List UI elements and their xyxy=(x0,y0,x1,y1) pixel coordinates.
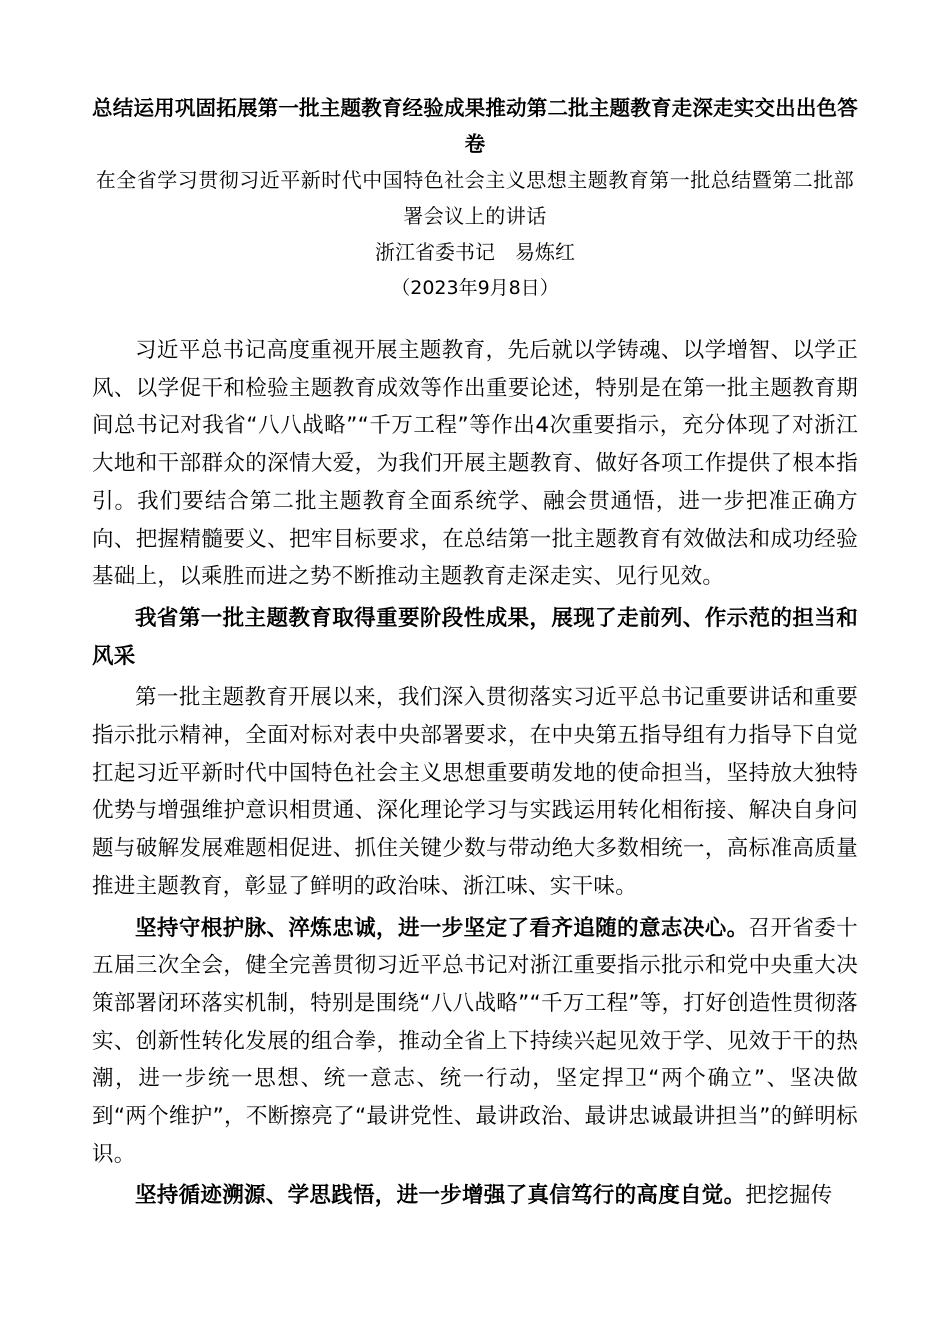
paragraph-point-2 xyxy=(92,1177,858,1215)
paragraph-intro: 习近平总书记高度重视开展主题教育，先后就以学铸魂、以学增智、以学正风、以学促干和检验主题教育成效等作出重要论述，特别是在第一批主题教育期间总书记对我省“八八战略”“千万工程”等作出4次重要指示，充分体现了对浙江大地和干部群众的深情大爱，为我们开展主题教育、做好各项工作提供了根本指引。我们要结合第二批主题教育全面系统学、融会贯通悟，进一步把准正确方向、把握精髓要义、把牢目标要求，在总结第一批主题教育有效做法和成功经验基础上，以乘胜而进之势不断推动主题教育走深走实、见行见效。 xyxy=(92,338,858,590)
document-subtitle: 在全省学习贯彻习近平新时代中国特色社会主义思想主题教育第一批总结暨第二批部署会议上的讲话 xyxy=(95,168,855,228)
point-2-lead: 坚持循迹溯源、学思践悟，进一步增强了真信笃行的高度自觉。 xyxy=(135,1183,746,1209)
document-body xyxy=(92,332,858,1215)
section-heading: 我省第一批主题教育取得重要阶段性成果，展现了走前列、作示范的担当和风采 xyxy=(92,605,858,669)
speech-date: （2023年9月8日） xyxy=(391,277,559,299)
point-1-lead: 坚持守根护脉、淬炼忠诚，进一步坚定了看齐追随的意志决心。 xyxy=(135,915,749,941)
author-byline: 浙江省委书记 易炼红 xyxy=(375,240,575,264)
document-title: 总结运用巩固拓展第一批主题教育经验成果推动第二批主题教育走深走实交出出色答卷 xyxy=(92,96,858,156)
point-1-text: 召开省委十五届三次全会，健全完善贯彻习近平总书记对浙江重要指示批示和党中央重大决策部署闭环落实机制，特别是围绕“八八战略”“千万工程”等，打好创造性贯彻落实、创新性转化发展的组合拳，推动全省上下持续兴起见效于学、见效于干的热潮，进一步统一思想、统一意志、统一行动，坚定捍卫“两个确立”、坚决做到“两个维护”，不断擦亮了“最讲党性、最讲政治、最讲忠诚最讲担当”的鲜明标识。 xyxy=(92,915,858,1167)
document-page xyxy=(92,90,858,1219)
paragraph-overview: 第一批主题教育开展以来，我们深入贯彻落实习近平总书记重要讲话和重要指示批示精神，全面对标对表中央部署要求，在中央第五指导组有力指导下自觉扛起习近平新时代中国特色社会主义思想重要萌发地的使命担当，坚持放大独特优势与增强维护意识相贯通、深化理论学习与实践运用转化相衔接、解决自身问题与破解发展难题相促进、抓住关键少数与带动绝大多数相统一，高标准高质量推进主题教育，彰显了鲜明的政治味、浙江味、实干味。 xyxy=(92,685,858,899)
paragraph-point-1 xyxy=(92,910,858,1174)
point-2-text: 把挖掘传 xyxy=(745,1183,833,1209)
